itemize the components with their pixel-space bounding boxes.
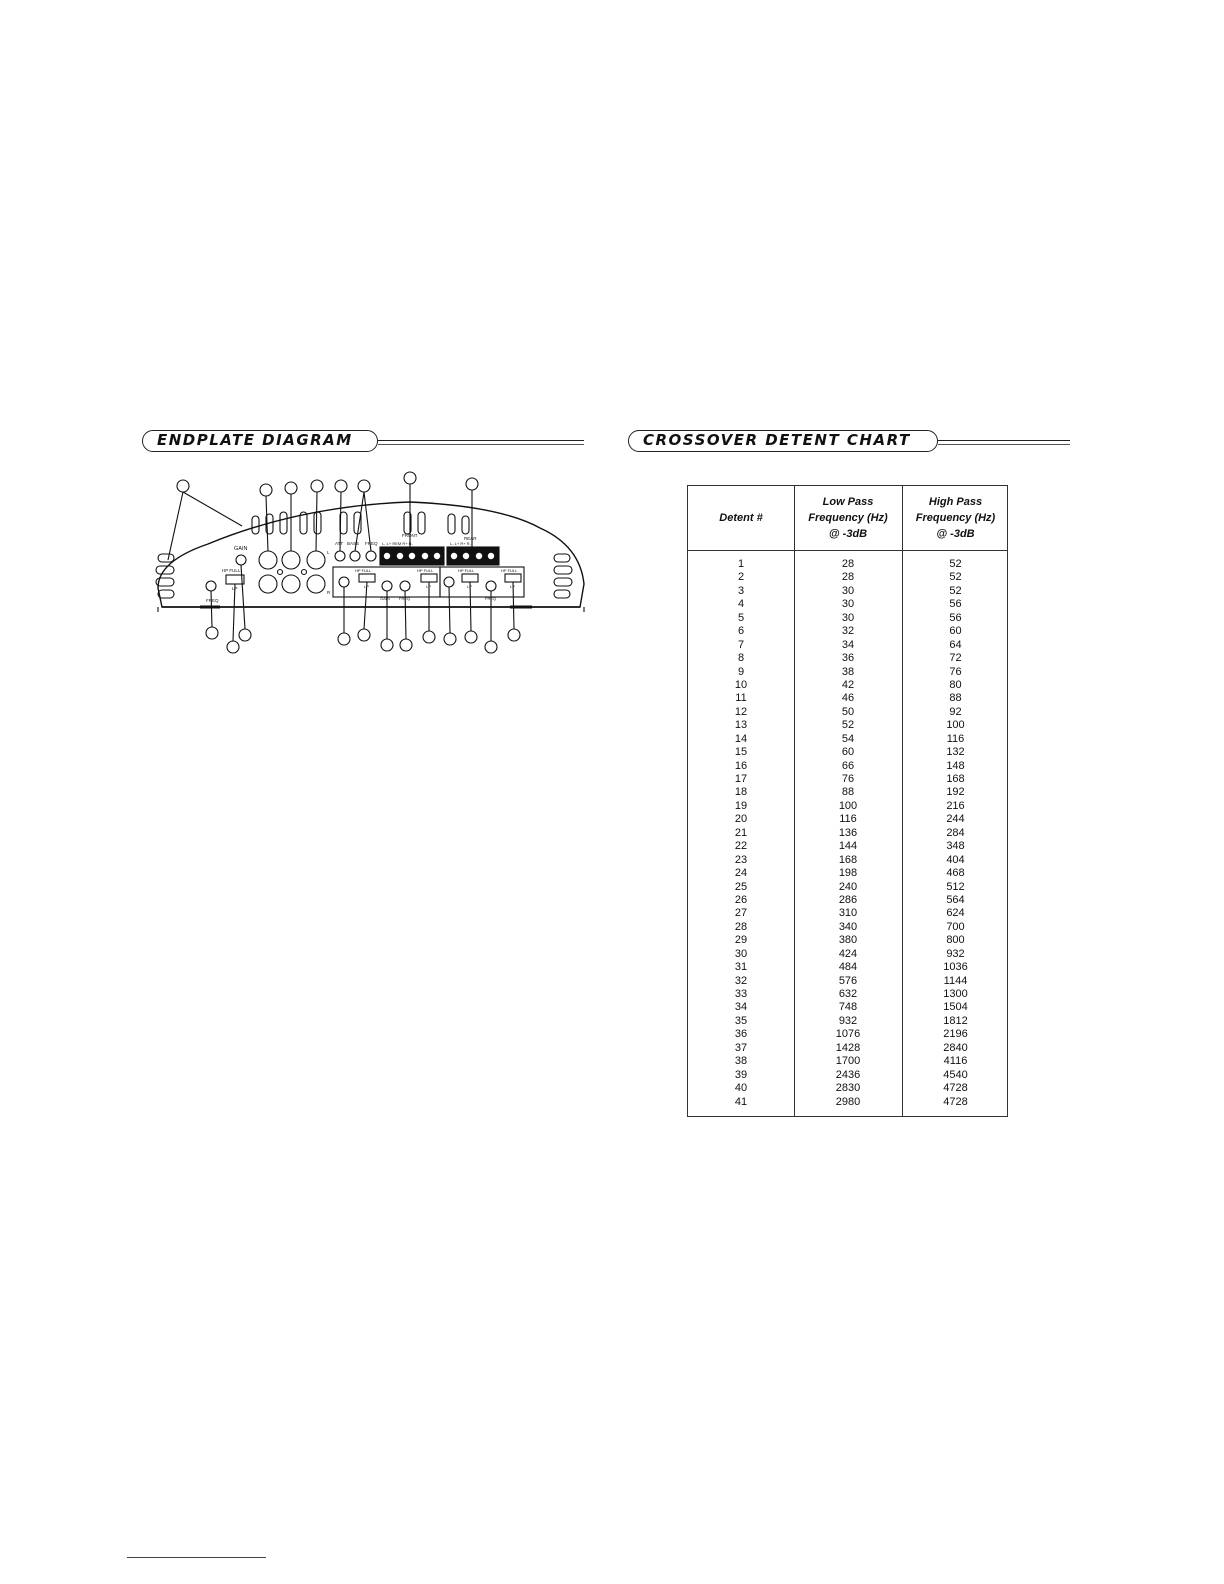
high-pass-cell: 624 xyxy=(946,907,965,920)
low-pass-cell: 28 xyxy=(841,558,855,570)
detent-cell: 40 xyxy=(734,1082,748,1095)
high-pass-cell: 1144 xyxy=(943,974,968,987)
low-pass-cell: 198 xyxy=(838,867,858,880)
chassis-outline xyxy=(158,502,584,607)
svg-text:HP FULL: HP FULL xyxy=(417,568,434,573)
svg-text:HP FULL: HP FULL xyxy=(222,568,241,573)
detent-cell: 10 xyxy=(734,678,748,691)
detent-cell: 30 xyxy=(734,947,748,960)
table-row xyxy=(688,706,1007,719)
table-row xyxy=(688,907,1007,920)
table-row xyxy=(688,881,1007,894)
table-row xyxy=(688,975,1007,988)
detent-cell: 31 xyxy=(734,961,748,974)
low-pass-cell: 2436 xyxy=(835,1068,861,1081)
detent-cell: 38 xyxy=(734,1055,748,1068)
high-pass-cell: 932 xyxy=(946,947,965,960)
bottom-callouts xyxy=(206,565,520,653)
high-pass-cell: 100 xyxy=(946,719,965,732)
high-pass-cell: 468 xyxy=(946,867,965,880)
svg-text:FRONT: FRONT xyxy=(402,533,418,538)
hp-full-switch xyxy=(505,574,521,582)
endplate-diagram-header xyxy=(142,430,584,456)
high-pass-cell: 76 xyxy=(949,665,962,678)
high-pass-cell: 72 xyxy=(949,652,962,665)
high-pass-cell: 132 xyxy=(946,746,965,759)
low-pass-cell: 46 xyxy=(841,692,855,705)
high-pass-cell: 4540 xyxy=(943,1068,968,1081)
hp-full-switch xyxy=(462,574,478,582)
low-pass-cell: 1076 xyxy=(835,1028,861,1041)
table-row xyxy=(688,921,1007,934)
table-row xyxy=(688,598,1007,611)
detent-cell: 5 xyxy=(737,611,745,624)
footnote-link-underline xyxy=(127,1557,266,1558)
table-row xyxy=(688,934,1007,947)
endplate-diagram xyxy=(140,466,590,658)
header-detent: Detent # xyxy=(719,512,763,524)
detent-cell: 15 xyxy=(734,746,748,759)
crossover-chart-header xyxy=(628,430,1070,456)
header-rule xyxy=(378,440,584,441)
low-pass-cell: 240 xyxy=(838,880,858,893)
high-pass-cell: 92 xyxy=(949,705,962,718)
detent-cell: 8 xyxy=(737,652,745,665)
high-pass-cell: 52 xyxy=(949,571,962,584)
high-pass-cell: 148 xyxy=(946,759,965,772)
detent-cell: 6 xyxy=(737,625,745,638)
low-pass-cell: 52 xyxy=(841,719,855,732)
low-pass-cell: 30 xyxy=(841,584,855,597)
detent-cell: 1 xyxy=(737,558,745,570)
high-pass-cell: 348 xyxy=(946,840,965,853)
low-pass-cell: 1428 xyxy=(835,1041,861,1054)
gain-label: GAIN xyxy=(234,546,248,552)
low-pass-cell: 60 xyxy=(841,746,855,759)
high-pass-cell: 56 xyxy=(949,598,962,611)
table-row xyxy=(688,813,1007,826)
high-pass-cell: 564 xyxy=(946,893,965,906)
low-pass-cell: 748 xyxy=(838,1001,858,1014)
svg-text:GAIN: GAIN xyxy=(380,596,390,601)
svg-text:ATT: ATT xyxy=(335,541,344,546)
high-pass-cell: 244 xyxy=(946,813,965,826)
table-row xyxy=(688,854,1007,867)
freq-knob xyxy=(486,581,496,591)
low-pass-cell: 2830 xyxy=(835,1082,861,1095)
high-pass-cell: 4116 xyxy=(943,1055,968,1068)
low-pass-cell: 100 xyxy=(838,799,858,812)
detent-cell: 33 xyxy=(734,988,748,1000)
detent-cell: 21 xyxy=(734,826,748,839)
low-pass-cell: 484 xyxy=(838,961,858,974)
detent-cell: 17 xyxy=(734,773,748,785)
high-pass-cell: 168 xyxy=(946,773,965,785)
att-knob xyxy=(335,551,345,561)
gain-knob xyxy=(236,555,246,565)
freq-knob xyxy=(206,581,216,591)
high-pass-cell: 116 xyxy=(946,732,965,745)
detent-cell: 7 xyxy=(737,638,745,651)
table-row xyxy=(688,840,1007,853)
table-body xyxy=(688,558,1007,1109)
low-pass-cell: 38 xyxy=(841,665,855,678)
low-pass-cell: 32 xyxy=(841,625,855,638)
low-pass-cell: 36 xyxy=(841,652,855,665)
detent-cell: 12 xyxy=(734,705,748,718)
high-pass-cell: 512 xyxy=(946,880,965,893)
crossover-detent-table xyxy=(687,485,1008,1117)
table-row xyxy=(688,719,1007,732)
svg-text:LP: LP xyxy=(467,584,472,589)
table-row xyxy=(688,1069,1007,1082)
detent-cell: 28 xyxy=(734,920,748,933)
table-row xyxy=(688,1055,1007,1068)
table-row xyxy=(688,827,1007,840)
high-pass-cell: 1812 xyxy=(943,1014,968,1027)
header-low-pass: Low Pass Frequency (Hz) @ -3dB xyxy=(808,496,888,540)
low-pass-cell: 632 xyxy=(838,988,858,1000)
detent-cell: 36 xyxy=(734,1028,748,1041)
detent-cell: 9 xyxy=(737,665,745,678)
low-pass-cell: 424 xyxy=(838,947,858,960)
bass-knob xyxy=(350,551,360,561)
low-pass-cell: 340 xyxy=(838,920,858,933)
detent-cell: 23 xyxy=(734,853,748,866)
detent-cell: 41 xyxy=(734,1095,748,1108)
bass-freq-knob xyxy=(366,551,376,561)
header-high-pass: High Pass Frequency (Hz) @ -3dB xyxy=(915,496,996,540)
table-row xyxy=(688,1028,1007,1041)
detent-cell: 11 xyxy=(735,692,747,705)
table-row xyxy=(688,988,1007,1001)
high-pass-cell: 800 xyxy=(946,934,965,947)
svg-text:FREQ: FREQ xyxy=(365,541,378,546)
detent-cell: 34 xyxy=(734,1001,748,1014)
low-pass-cell: 76 xyxy=(841,773,855,785)
svg-text:REAR: REAR xyxy=(464,536,477,541)
table-row xyxy=(688,961,1007,974)
detent-cell: 27 xyxy=(734,907,748,920)
table-row xyxy=(688,786,1007,799)
detent-cell: 39 xyxy=(734,1068,748,1081)
detent-cell: 13 xyxy=(734,719,748,732)
table-row xyxy=(688,773,1007,786)
svg-text:HP FULL: HP FULL xyxy=(355,568,372,573)
svg-text:FREQ: FREQ xyxy=(206,598,219,603)
header-divider xyxy=(688,550,1007,551)
table-row xyxy=(688,612,1007,625)
high-pass-cell: 700 xyxy=(946,920,965,933)
right-vent-fins xyxy=(554,554,572,598)
low-pass-cell: 1700 xyxy=(835,1055,861,1068)
table-row xyxy=(688,1042,1007,1055)
detent-cell: 35 xyxy=(734,1014,748,1027)
high-pass-cell: 192 xyxy=(946,786,965,799)
low-pass-cell: 42 xyxy=(841,678,855,691)
table-row xyxy=(688,666,1007,679)
svg-text:LP: LP xyxy=(364,584,369,589)
table-row xyxy=(688,571,1007,584)
table-row xyxy=(688,948,1007,961)
svg-text:FREQ: FREQ xyxy=(399,596,411,601)
high-pass-cell: 1504 xyxy=(943,1001,968,1014)
detent-cell: 37 xyxy=(734,1041,748,1054)
crossover-chart-title: CROSSOVER DETENT CHART xyxy=(628,430,938,452)
svg-text:HP FULL: HP FULL xyxy=(458,568,475,573)
table-row xyxy=(688,746,1007,759)
detent-cell: 3 xyxy=(737,584,745,597)
svg-text:LP: LP xyxy=(510,584,515,589)
detent-cell: 19 xyxy=(734,799,748,812)
hp-full-switch xyxy=(421,574,437,582)
low-pass-cell: 168 xyxy=(838,853,858,866)
header-rule xyxy=(938,440,1070,441)
table-row xyxy=(688,639,1007,652)
low-pass-cell: 34 xyxy=(841,638,855,651)
detent-cell: 2 xyxy=(737,571,745,584)
high-pass-cell: 2840 xyxy=(943,1041,968,1054)
low-pass-cell: 88 xyxy=(841,786,855,799)
high-pass-cell: 88 xyxy=(949,692,962,705)
table-row xyxy=(688,1082,1007,1095)
high-pass-cell: 56 xyxy=(949,611,962,624)
low-pass-cell: 576 xyxy=(838,974,858,987)
high-pass-cell: 2196 xyxy=(943,1028,968,1041)
table-row xyxy=(688,1096,1007,1109)
table-row xyxy=(688,585,1007,598)
low-pass-cell: 66 xyxy=(841,759,855,772)
svg-text:BASS: BASS xyxy=(347,541,360,546)
table-row xyxy=(688,1001,1007,1014)
detent-cell: 4 xyxy=(737,598,745,611)
detent-cell: 29 xyxy=(734,934,748,947)
svg-text:L- L+ REM R+ R-: L- L+ REM R+ R- xyxy=(382,541,413,546)
low-pass-cell: 28 xyxy=(841,571,855,584)
left-vent-fins xyxy=(156,554,174,598)
svg-text:HP FULL: HP FULL xyxy=(501,568,518,573)
gain-knob xyxy=(382,581,392,591)
table-row xyxy=(688,733,1007,746)
detent-cell: 25 xyxy=(734,880,748,893)
svg-text:R: R xyxy=(327,590,331,595)
table-row xyxy=(688,558,1007,571)
detent-cell: 20 xyxy=(734,813,748,826)
high-pass-cell: 216 xyxy=(946,799,965,812)
table-row xyxy=(688,800,1007,813)
freq-knob xyxy=(400,581,410,591)
low-pass-cell: 30 xyxy=(841,598,855,611)
high-pass-cell: 4728 xyxy=(943,1095,968,1108)
detent-cell: 22 xyxy=(734,840,748,853)
low-pass-cell: 116 xyxy=(839,813,857,826)
high-pass-cell: 52 xyxy=(949,558,962,570)
svg-text:L: L xyxy=(327,550,330,555)
high-pass-cell: 60 xyxy=(949,625,962,638)
low-pass-cell: 286 xyxy=(838,893,858,906)
detent-cell: 32 xyxy=(734,974,748,987)
svg-text:FREQ: FREQ xyxy=(485,596,497,601)
low-pass-cell: 54 xyxy=(841,732,855,745)
detent-cell: 26 xyxy=(734,893,748,906)
hp-full-switch xyxy=(359,574,375,582)
high-pass-cell: 64 xyxy=(949,638,962,651)
detent-cell: 24 xyxy=(734,867,748,880)
low-pass-cell: 136 xyxy=(838,826,858,839)
table-row xyxy=(688,894,1007,907)
rca-inputs xyxy=(259,551,325,593)
low-pass-cell: 380 xyxy=(838,934,858,947)
high-pass-cell: 284 xyxy=(946,826,965,839)
detent-cell: 16 xyxy=(734,759,748,772)
table-row xyxy=(688,679,1007,692)
high-pass-cell: 80 xyxy=(949,678,962,691)
detent-cell: 14 xyxy=(734,732,748,745)
low-pass-cell: 310 xyxy=(838,907,858,920)
high-pass-cell: 1300 xyxy=(943,988,968,1000)
low-pass-cell: 50 xyxy=(841,705,855,718)
low-pass-cell: 30 xyxy=(841,611,855,624)
low-pass-cell: 2980 xyxy=(835,1095,861,1108)
low-pass-cell: 932 xyxy=(838,1014,858,1027)
table-row xyxy=(688,652,1007,665)
high-pass-cell: 404 xyxy=(946,853,965,866)
high-pass-cell: 52 xyxy=(949,584,962,597)
svg-text:LP: LP xyxy=(232,586,238,591)
svg-text:LP: LP xyxy=(426,584,431,589)
table-row xyxy=(688,692,1007,705)
table-row xyxy=(688,867,1007,880)
high-pass-cell: 4728 xyxy=(943,1082,968,1095)
table-row xyxy=(688,760,1007,773)
low-pass-cell: 144 xyxy=(838,840,858,853)
table-row xyxy=(688,1015,1007,1028)
table-row xyxy=(688,625,1007,638)
detent-cell: 18 xyxy=(734,786,748,799)
endplate-diagram-title: ENDPLATE DIAGRAM xyxy=(142,430,378,452)
high-pass-cell: 1036 xyxy=(943,961,968,974)
svg-text:L- L+ R+ R-: L- L+ R+ R- xyxy=(450,541,471,546)
